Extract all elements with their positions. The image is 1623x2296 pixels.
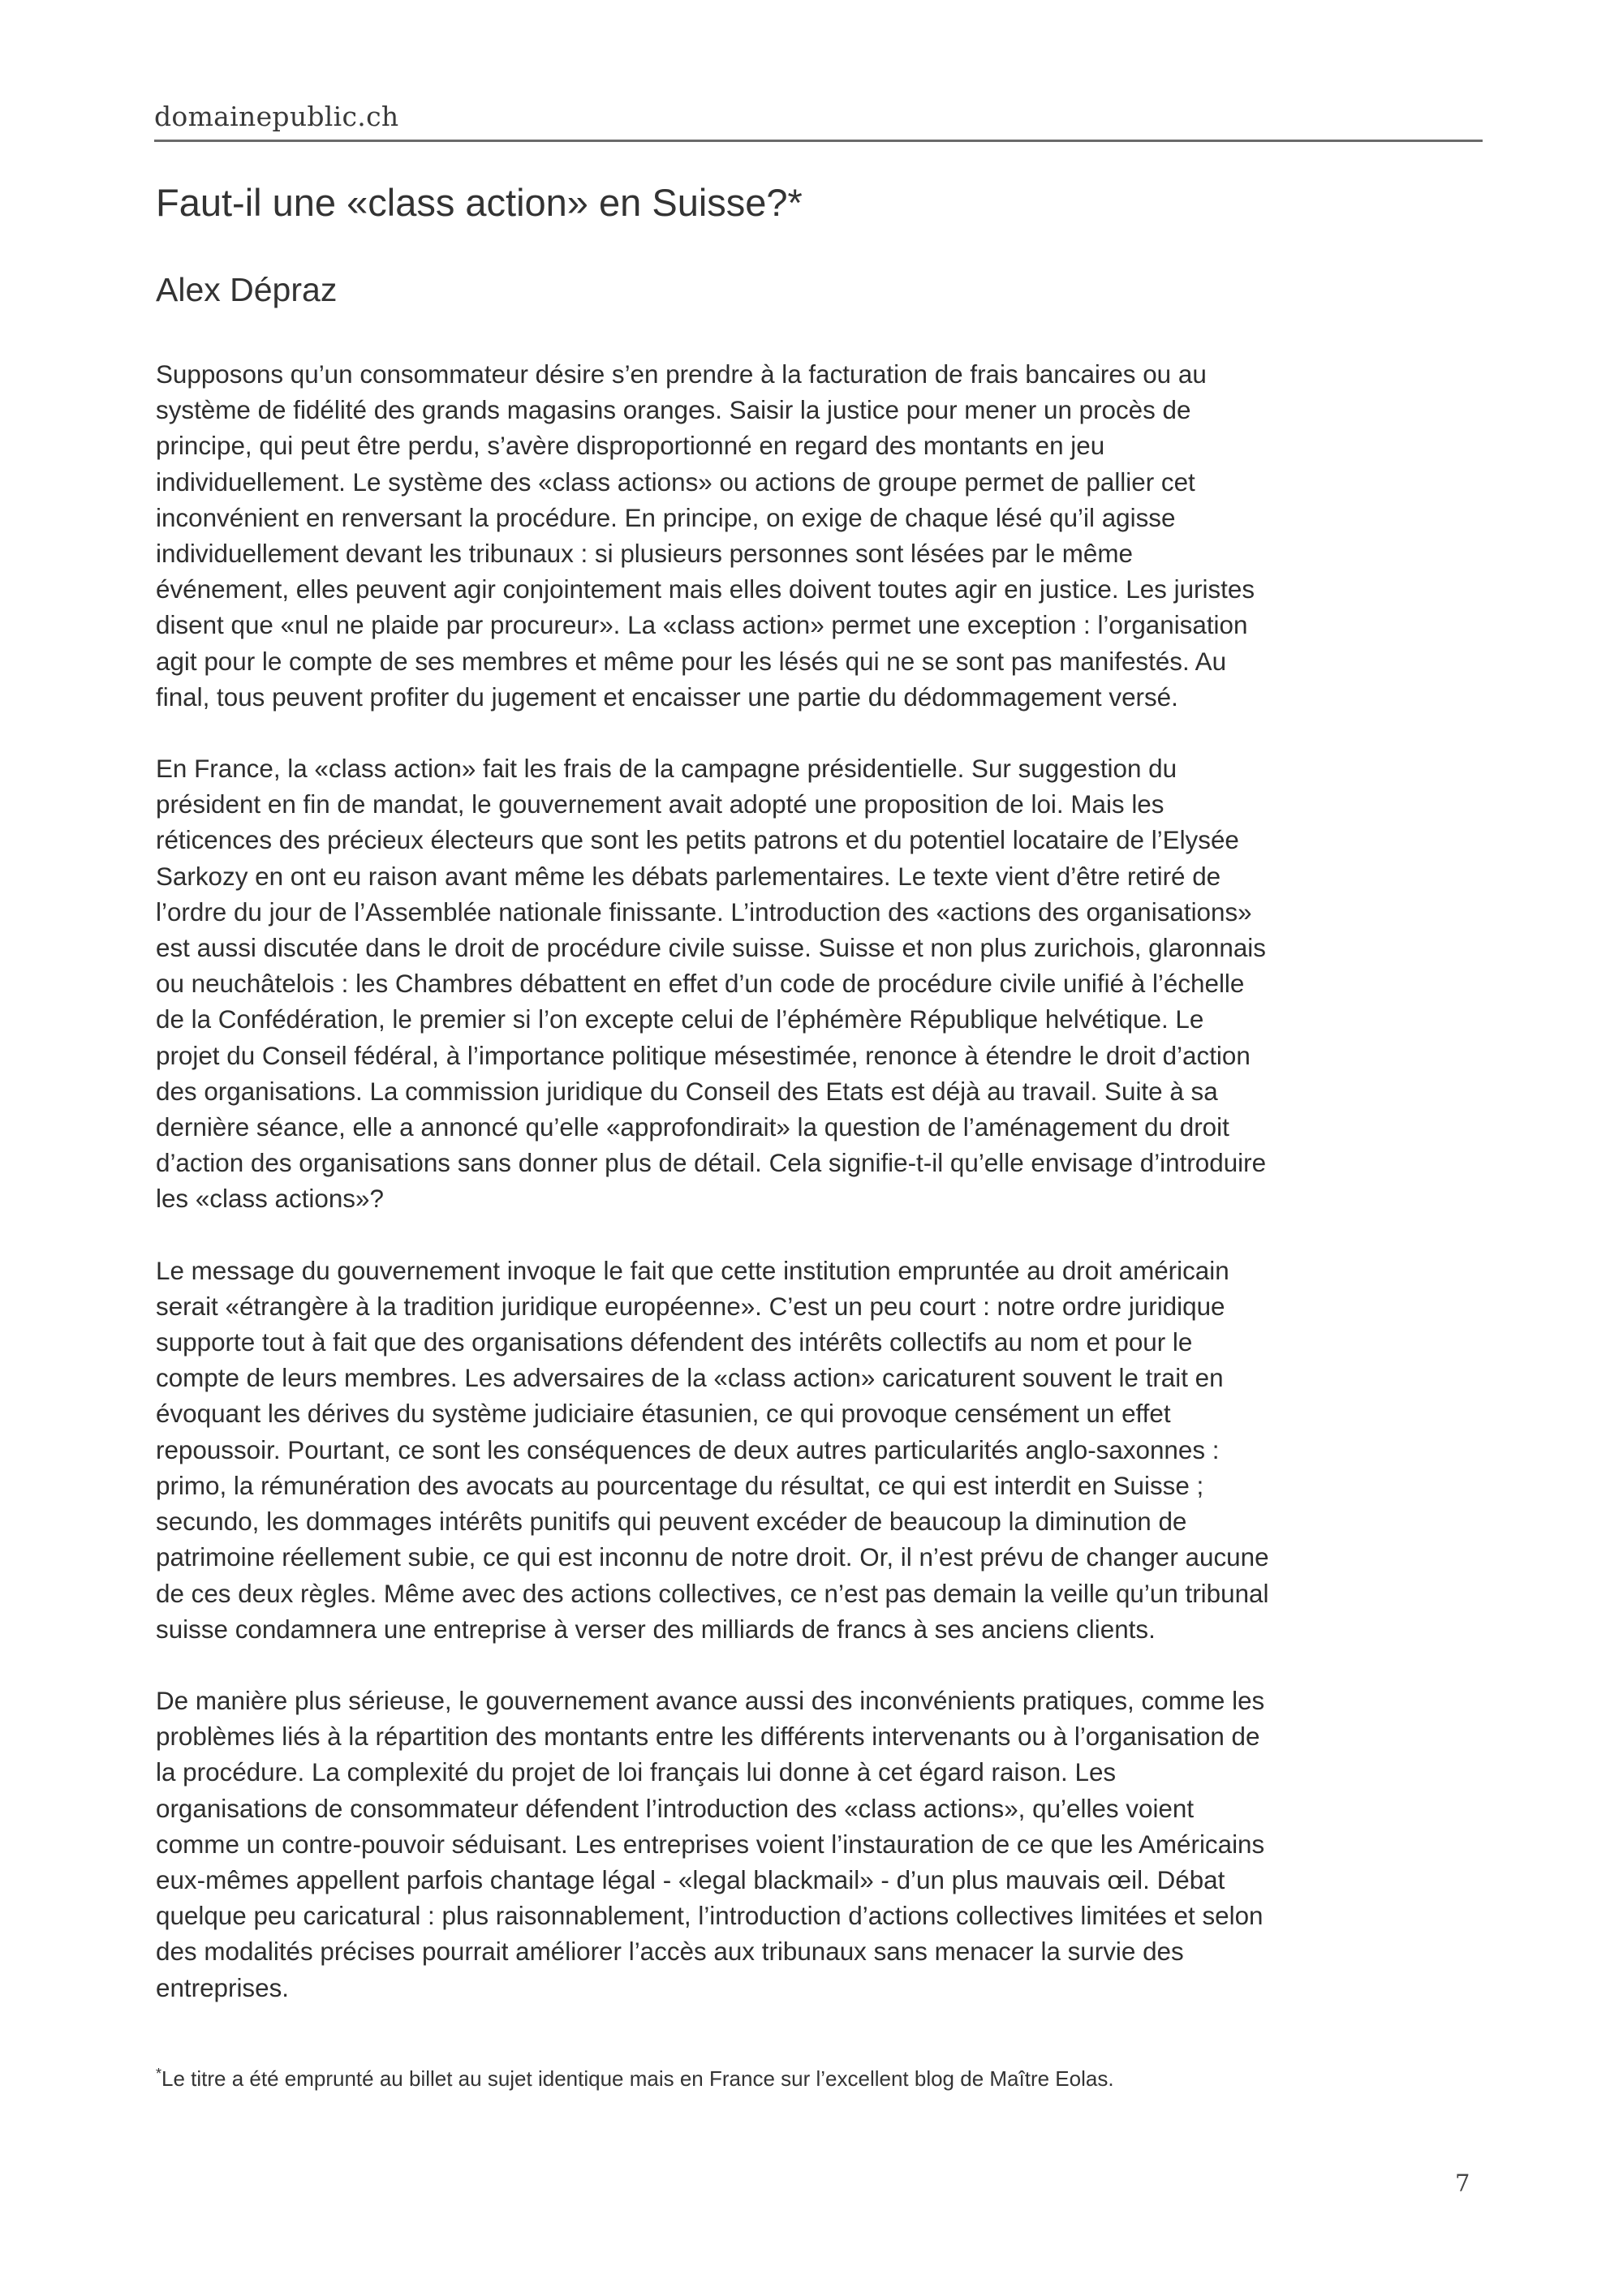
text-line: événement, elles peuvent agir conjointement mais elles doivent toutes agir en justice. Les juristes: [156, 575, 1255, 604]
page-number: 7: [1455, 2169, 1470, 2197]
text-line: d’action des organisations sans donner plus de détail. Cela signifie-t-il qu’elle envisage d’introduire: [156, 1149, 1267, 1178]
text-line: projet du Conseil fédéral, à l’importance politique mésestimée, renonce à étendre le droit d’action: [156, 1041, 1251, 1070]
text-line: dernière séance, elle a annoncé qu’elle «approfondirait» la question de l’aménagement du droit: [156, 1113, 1229, 1142]
text-line: En France, la «class action» fait les frais de la campagne présidentielle. Sur suggestion du: [156, 755, 1177, 784]
text-line: de la Confédération, le premier si l’on excepte celui de l’éphémère République helvétique. Le: [156, 1005, 1204, 1034]
text-line: serait «étrangère à la tradition juridique européenne». C’est un peu court : notre ordre juridique: [156, 1292, 1225, 1321]
text-line: l’ordre du jour de l’Assemblée nationale finissante. L’introduction des «actions des organisations»: [156, 897, 1252, 927]
text-line: repoussoir. Pourtant, ce sont les conséquences de deux autres particularités anglo-saxonnes :: [156, 1435, 1220, 1464]
text-line: agit pour le compte de ses membres et même pour les lésés qui ne se sont pas manifestés. Au: [156, 647, 1227, 676]
text-line: compte de leurs membres. Les adversaires de la «class action» caricaturent souvent le trait en: [156, 1364, 1224, 1393]
text-line: la procédure. La complexité du projet de loi français lui donne à cet égard raison. Les: [156, 1758, 1117, 1787]
paragraph: [156, 751, 1470, 1218]
text-line: individuellement devant les tribunaux : si plusieurs personnes sont lésées par le même: [156, 540, 1133, 569]
text-line: problèmes liés à la répartition des montants entre les différents intervenants ou à l’organisation de: [156, 1722, 1260, 1752]
text-line: final, tous peuvent profiter du jugement et encaisser une partie du dédommagement versé.: [156, 682, 1178, 712]
article-author: Alex Dépraz: [156, 271, 338, 308]
text-line: individuellement. Le système des «class actions» ou actions de groupe permet de pallier cet: [156, 467, 1195, 497]
text-line: Sarkozy en ont eu raison avant même les débats parlementaires. Le texte vient d’être retiré de: [156, 862, 1221, 891]
article-body: [156, 357, 1470, 2042]
text-line: secundo, les dommages intérêts punitifs qui peuvent excéder de beaucoup la diminution de: [156, 1507, 1187, 1537]
text-line: des modalités précises pourrait améliorer l’accès aux tribunaux sans menacer la survie des: [156, 1937, 1184, 1967]
paragraph: [156, 1253, 1470, 1648]
text-line: est aussi discutée dans le droit de procédure civile suisse. Suisse et non plus zurichois, glaronnais: [156, 934, 1266, 963]
footnote-mark: *: [156, 2066, 162, 2082]
text-line: de ces deux règles. Même avec des actions collectives, ce n’est pas demain la veille qu’un tribunal: [156, 1579, 1269, 1608]
text-line: Le message du gouvernement invoque le fait que cette institution empruntée au droit américain: [156, 1256, 1229, 1285]
paragraph: [156, 1683, 1470, 2006]
article-title: Faut-il une «class action» en Suisse?*: [156, 181, 803, 224]
site-name: domainepublic.ch: [154, 101, 399, 132]
footnote: [156, 2066, 1114, 2092]
text-line: Supposons qu’un consommateur désire s’en prendre à la facturation de frais bancaires ou au: [156, 360, 1207, 389]
page-header: [154, 96, 1483, 142]
text-line: primo, la rémunération des avocats au pourcentage du résultat, ce qui est interdit en Suisse ;: [156, 1471, 1204, 1500]
text-line: réticences des précieux électeurs que sont les petits patrons et du potentiel locataire de l’Elysée: [156, 826, 1239, 855]
text-line: suisse condamnera une entreprise à verser des milliards de francs à ses anciens clients.: [156, 1615, 1156, 1644]
text-line: ou neuchâtelois : les Chambres débattent en effet d’un code de procédure civile unifié à l’échelle: [156, 970, 1245, 999]
text-line: De manière plus sérieuse, le gouvernement avance aussi des inconvénients pratiques, comme les: [156, 1686, 1265, 1715]
text-line: système de fidélité des grands magasins oranges. Saisir la justice pour mener un procès de: [156, 396, 1191, 425]
text-line: eux-mêmes appellent parfois chantage légal - «legal blackmail» - d’un plus mauvais œil. Débat: [156, 1865, 1225, 1894]
text-line: évoquant les dérives du système judiciaire étasunien, ce qui provoque censément un effet: [156, 1400, 1171, 1429]
text-line: supporte tout à fait que des organisations défendent des intérêts collectifs au nom et pour le: [156, 1328, 1193, 1357]
text-line: organisations de consommateur défendent l’introduction des «class actions», qu’elles voient: [156, 1794, 1195, 1823]
text-line: inconvénient en renversant la procédure. En principe, on exige de chaque lésé qu’il agisse: [156, 503, 1176, 532]
text-line: les «class actions»?: [156, 1185, 384, 1214]
text-line: des organisations. La commission juridique du Conseil des Etats est déjà au travail. Suite à sa: [156, 1077, 1218, 1106]
footnote-text: Le titre a été emprunté au billet au sujet identique mais en France sur l’excellent blog de Maître Eolas.: [161, 2066, 1114, 2091]
text-line: comme un contre-pouvoir séduisant. Les entreprises voient l’instauration de ce que les Américains: [156, 1829, 1265, 1859]
text-line: disent que «nul ne plaide par procureur». La «class action» permet une exception : l’organisation: [156, 611, 1248, 640]
text-line: patrimoine réellement subie, ce qui est inconnu de notre droit. Or, il n’est prévu de changer aucune: [156, 1543, 1269, 1572]
text-line: président en fin de mandat, le gouvernement avait adopté une proposition de loi. Mais les: [156, 790, 1165, 819]
text-line: quelque peu caricatural : plus raisonnablement, l’introduction d’actions collectives limitées et selon: [156, 1902, 1264, 1931]
paragraph: [156, 357, 1470, 716]
text-line: principe, qui peut être perdu, s’avère disproportionné en regard des montants en jeu: [156, 432, 1105, 461]
text-line: entreprises.: [156, 1973, 290, 2002]
